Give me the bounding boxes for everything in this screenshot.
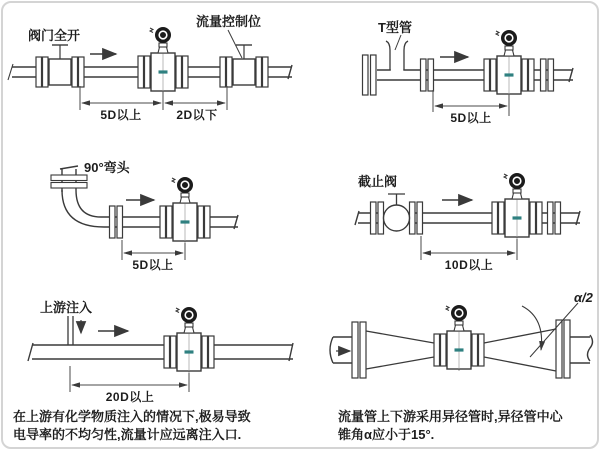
valve-stem: [388, 194, 405, 205]
pipe: [188, 67, 220, 77]
flange-pair-icon: [421, 59, 434, 91]
flowmeter-icon: [138, 27, 188, 93]
dim-text: 10D以上: [444, 258, 494, 272]
angle-label: α/2: [574, 290, 593, 305]
leader-line: [395, 35, 401, 50]
elbow-curve-icon: [62, 190, 104, 227]
reducer-cone-inlet: [366, 331, 434, 369]
flange-pair-icon: [548, 202, 561, 234]
end-flange: [363, 55, 369, 95]
large-flange: [360, 322, 366, 378]
panel-stop-valve: [355, 173, 580, 272]
large-pipe-left: [330, 337, 352, 363]
elbow-flange: [51, 183, 87, 189]
injection-tube-icon: [68, 316, 73, 345]
panel-fully-open-valve: [8, 14, 292, 122]
dimension-10d: [421, 236, 517, 272]
stop-valve-icon: [384, 205, 410, 231]
panel-elbow-90: [51, 160, 238, 272]
reducer-cone-outlet: [484, 329, 556, 371]
flowmeter-icon: [434, 305, 484, 371]
control-valve-icon: [220, 45, 268, 87]
pipe: [84, 67, 140, 77]
dimension-20d: [70, 366, 189, 404]
stop-valve-label: 截止阀: [358, 174, 398, 189]
dimension-5d: [122, 240, 185, 272]
dim-upstream-text: 5D以上: [100, 108, 142, 122]
flowmeter-icon: [160, 177, 210, 243]
dim-downstream-text: 2D以下: [176, 108, 218, 122]
large-flange: [564, 320, 570, 378]
dimension-5d: [433, 90, 509, 125]
angle-arc: [522, 306, 542, 350]
caption-line2: 锥角α应小于15°.: [338, 427, 435, 442]
leader-line: [228, 30, 242, 58]
flange-pair-icon: [371, 202, 384, 234]
injection-label: 上游注入: [40, 300, 93, 315]
large-pipe-right: [570, 335, 593, 363]
flowmeter-icon: [492, 173, 542, 239]
caption-line2: 电导率的不均匀性,流量计应远离注入口.: [13, 427, 242, 442]
dim-text: 20D以上: [105, 390, 155, 404]
tee-label: T型管: [378, 20, 412, 35]
flowmeter-icon: [484, 30, 534, 96]
caption-line1: 在上游有化学物质注入的情况下,极易导致: [13, 409, 251, 424]
gate-valve-icon: [36, 45, 84, 87]
flange-pair-icon: [110, 206, 123, 238]
end-flange: [371, 55, 377, 95]
elbow-label: 90°弯头: [84, 160, 130, 175]
flange-pair-icon: [541, 59, 554, 91]
large-flange: [352, 322, 358, 378]
caption-line1: 流量管上下游采用异径管时,异径管中心: [338, 409, 563, 424]
tee-opening: [391, 68, 404, 72]
flange-pair-icon: [410, 202, 423, 234]
flowmeter-icon: [164, 307, 214, 373]
dim-text: 5D以上: [132, 258, 174, 272]
dim-text: 5D以上: [450, 111, 492, 125]
panel-tee-pipe: [363, 20, 574, 125]
angle-leader-line: [530, 303, 578, 357]
large-flange: [556, 320, 562, 378]
pipe: [268, 65, 292, 79]
elbow-flange: [51, 175, 87, 181]
panel-upstream-injection: [13, 300, 293, 442]
pipe: [28, 343, 293, 361]
valve-open-label: 阀门全开: [28, 28, 81, 43]
panel-reducer: [330, 290, 594, 442]
flow-control-label: 流量控制位: [196, 14, 262, 29]
